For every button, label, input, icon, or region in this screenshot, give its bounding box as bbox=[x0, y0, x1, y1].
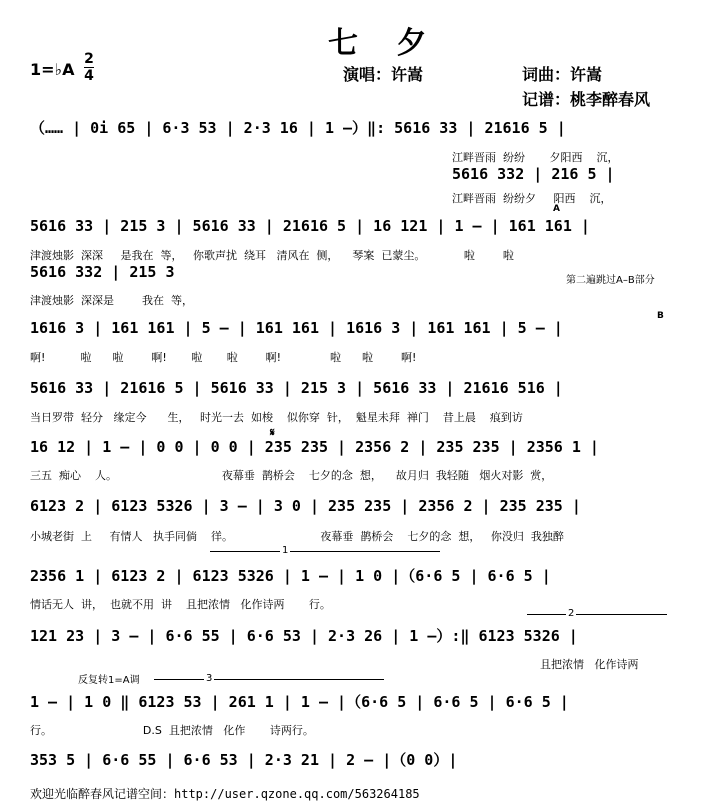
lyric-line: 津渡烛影 深深是 我在 等， bbox=[30, 294, 193, 307]
notation-line: 5616 33 | 215 3 | 5616 33 | 21616 5 | 16 121 | 1 – | 161 161 | bbox=[30, 217, 590, 235]
score-row-1b bbox=[452, 164, 672, 186]
lyric-line: 啊! 啦 啦 啊! 啦 啦 啊! 啦 啦 啊! bbox=[30, 351, 417, 364]
time-sig-top: 2 bbox=[84, 51, 94, 67]
lyric-line: 江畔晋雨 纷纷夕 阳西 沉， bbox=[452, 192, 612, 205]
singer-credit: 演唱：许嵩 bbox=[343, 65, 424, 84]
lyric-line: 津渡烛影 深深 是我在 等， 你歌声扰 绕耳 清风在 侧， 琴案 已蒙尘。 啦 啦 bbox=[30, 249, 514, 262]
lyric-line: 且把浓情 化作诗两 bbox=[540, 658, 639, 671]
notation-line: 121 23 | 3 – | 6·6 55 | 6·6 53 | 2·3 26 | 1 –）:‖ 6123 5326 | bbox=[30, 627, 578, 645]
score-row-2 bbox=[30, 216, 670, 238]
reprise-note: 反复转1=A调 bbox=[78, 675, 140, 686]
page-title: 七 夕 bbox=[328, 26, 441, 61]
lyric-line: 情话无人 讲， 也就不用 讲 且把浓情 化作诗两 行。 bbox=[30, 598, 331, 611]
notation-line: 5616 332 | 216 5 | bbox=[452, 165, 615, 183]
lyric-line: 江畔晋雨 纷纷 夕阳西 沉， bbox=[452, 151, 619, 164]
score-row-4 bbox=[30, 378, 670, 400]
volta-2-label: 2 bbox=[568, 608, 575, 619]
section-mark-b: B bbox=[657, 311, 664, 321]
footer-text: 欢迎光临醉春风记谱空间：http://user.qzone.qq.com/563264185 bbox=[30, 787, 420, 801]
notation-line: 16 12 | 1 – | 0 0 | 0 0 | 235 235 | 2356 2 | 235 235 | 2356 1 | bbox=[30, 438, 599, 456]
composer-credit: 词曲：许嵩 bbox=[522, 65, 603, 84]
lyric-line: 当日罗带 轻分 缘定今 生， 时光一去 如梭 似你穿 针， 魁星未拜 禅门 昔上晨 痕到访 bbox=[30, 411, 523, 424]
notation-line: 5616 33 | 21616 5 | 5616 33 | 215 3 | 5616 33 | 21616 516 | bbox=[30, 379, 563, 397]
notation-line: 1616 3 | 161 161 | 5 – | 161 161 | 1616 3 | 161 161 | 5 – | bbox=[30, 319, 563, 337]
volta-1-label: 1 bbox=[282, 545, 289, 556]
segno-sign: 𝄋 bbox=[270, 426, 275, 439]
transcriber-credit: 记谱：桃李醉春风 bbox=[522, 90, 651, 109]
score-row-7 bbox=[30, 566, 670, 588]
volta-2-line bbox=[527, 614, 667, 615]
notation-line: 5616 332 | 215 3 bbox=[30, 263, 175, 281]
score-row-1 bbox=[30, 118, 670, 140]
score-row-3 bbox=[30, 318, 670, 340]
section-mark-a: A bbox=[553, 204, 560, 214]
lyric-line: 行。 D.S 且把浓情 化作 诗两行。 bbox=[30, 724, 314, 737]
notation-line: 1 – | 1 0 ‖ 6123 53 | 261 1 | 1 – |（6·6 5 | 6·6 5 | 6·6 5 | bbox=[30, 693, 569, 711]
notation-line: 6123 2 | 6123 5326 | 3 – | 3 0 | 235 235 | 2356 2 | 235 235 | bbox=[30, 497, 581, 515]
notation-line: （…… | 0i 65 | 6·3 53 | 2·3 16 | 1 –）‖: 5616 33 | 21616 5 | bbox=[30, 119, 566, 137]
notation-line: 353 5 | 6·6 55 | 6·6 53 | 2·3 21 | 2 – |（0 0）| bbox=[30, 751, 458, 769]
skip-note: 第二遍跳过A–B部分 bbox=[566, 275, 655, 286]
score-row-6 bbox=[30, 496, 670, 518]
score-row-8 bbox=[30, 626, 670, 648]
score-row-9 bbox=[30, 692, 670, 714]
score-row-10 bbox=[30, 750, 670, 772]
lyric-line: 三五 痴心 人。 夜幕垂 鹊桥会 七夕的念 想， 故月归 我轻随 烟火对影 赏， bbox=[30, 469, 553, 482]
volta-3-label: 3 bbox=[206, 673, 213, 684]
score-row-5 bbox=[30, 437, 670, 459]
volta-1-line bbox=[210, 551, 440, 552]
notation-line: 2356 1 | 6123 2 | 6123 5326 | 1 – | 1 0 |（6·6 5 | 6·6 5 | bbox=[30, 567, 551, 585]
volta-3-line bbox=[154, 679, 384, 680]
time-signature bbox=[84, 52, 94, 83]
key-signature: 1=♭A bbox=[30, 60, 75, 79]
time-sig-bottom: 4 bbox=[84, 68, 94, 84]
lyric-line: 小城老街 上 有情人 执手同倘 徉。 夜幕垂 鹊桥会 七夕的念 想， 你没归 我独醉 bbox=[30, 530, 564, 543]
